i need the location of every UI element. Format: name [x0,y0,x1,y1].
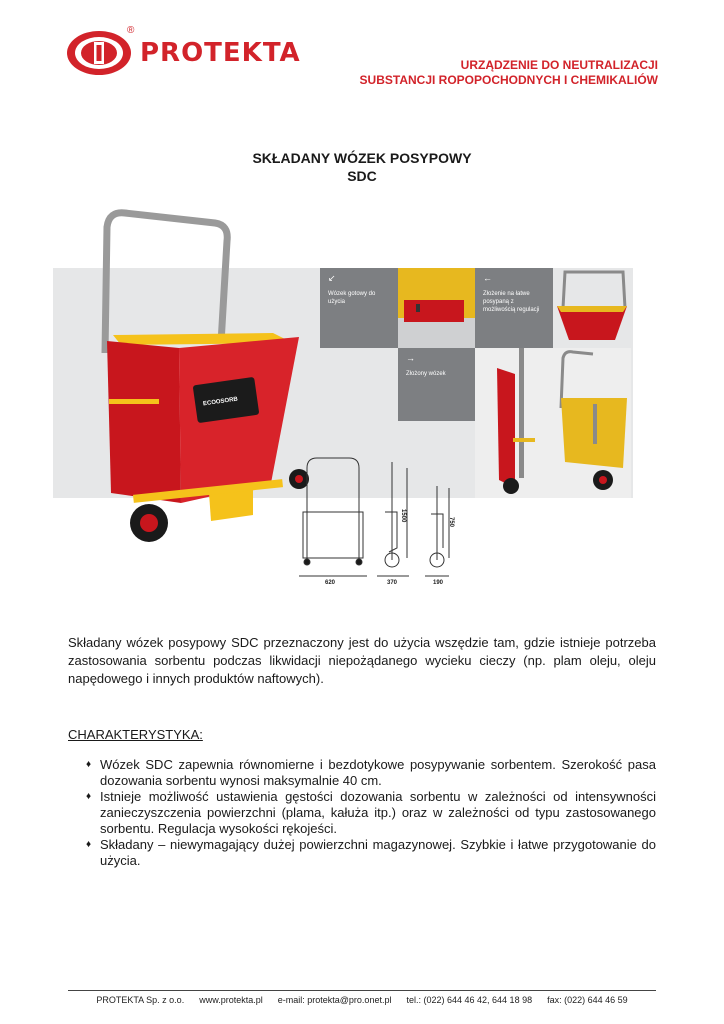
arrow-left-icon: ← [483,273,492,283]
list-item [68,837,656,869]
registered-mark: ® [127,25,135,36]
protekta-logo-icon [66,30,132,76]
footer-phone: tel.: (022) 644 46 42, 644 18 98 [406,995,533,1005]
technical-drawing [297,448,467,588]
info-box-folded [398,348,475,421]
photo-folded-side [475,348,553,498]
characteristics-list [68,757,656,869]
footer-company: PROTEKTA Sp. z o.o. [96,995,185,1005]
bullet-icon: ♦ [86,791,92,802]
list-item [68,757,656,789]
info-box-ready [320,268,398,348]
page-footer [0,995,724,1005]
characteristics-heading: CHARAKTERYSTYKA: [68,727,203,742]
footer-email[interactable]: e-mail: protekta@pro.onet.pl [277,995,392,1005]
dim-width: 620 [325,580,336,586]
list-item-text: Istnieje możliwość ustawienia gęstości dozowania sorbentu w zależności od intensywności zanieczyszczenia powierzchni (plama, kałuża itp.) oraz w zależności od typu zastosowanego sorbentu. Regulacja wysokości rękojeści. [100,789,656,836]
title-line-1: SKŁADANY WÓZEK POSYPOWY [252,150,472,166]
footer-fax: fax: (022) 644 46 59 [547,995,628,1005]
footer-website[interactable]: www.protekta.pl [199,995,263,1005]
list-item [68,789,656,837]
info-box-adjust [475,268,553,348]
bullet-icon: ♦ [86,839,92,850]
tagline-line-2: SUBSTANCJI ROPOPOCHODNYCH I CHEMIKALIÓW [359,73,658,87]
title-line-2: SDC [347,168,377,184]
tagline-line-1: URZĄDZENIE DO NEUTRALIZACJI [460,58,658,72]
header-tagline [360,58,658,88]
info-box-ready-text: Wózek gotowy do użycia [328,291,376,305]
info-box-adjust-text: Złożenie na łatwe posypaną z możliwością regulacji [483,291,540,313]
photo-mechanism [398,268,475,348]
dim-depth-min: 190 [433,580,444,586]
photo-cart-yellow [553,348,631,498]
info-box-folded-text: Złożony wózek [406,371,446,377]
bullet-icon: ♦ [86,759,92,770]
list-item-text: Wózek SDC zapewnia równomierne i bezdotykowe posypywanie sorbentem. Szerokość pasa dozowania sorbentu wynosi maksymalnie 40 cm. [100,757,656,788]
product-description: Składany wózek posypowy SDC przeznaczony jest do użycia wszędzie tam, gdzie istnieje potrzeba zastosowania sorbentu podczas likwidacji niepożądanego wycieku cieczy (np. plam oleju, oleju napędowego i innych produktów naftowych). [68,635,656,686]
list-item-text: Składany – niewymagający dużej powierzchni magazynowej. Szybkie i łatwe przygotowanie do użycia. [100,837,656,868]
dim-height: 1500 [400,509,406,523]
arrow-right-icon: → [406,353,415,363]
brand-name: PROTEKTA [140,38,301,68]
product-figure [53,203,633,598]
company-logo [66,25,316,80]
dim-depth-folded: 370 [387,580,398,586]
cart-badge-label: ECOOSORB [202,396,239,408]
photo-top-view [553,268,631,348]
footer-divider [68,990,656,991]
dim-height-folded: 750 [448,517,454,528]
arrow-down-left-icon: ↙ [328,273,336,283]
page-title [0,149,724,185]
